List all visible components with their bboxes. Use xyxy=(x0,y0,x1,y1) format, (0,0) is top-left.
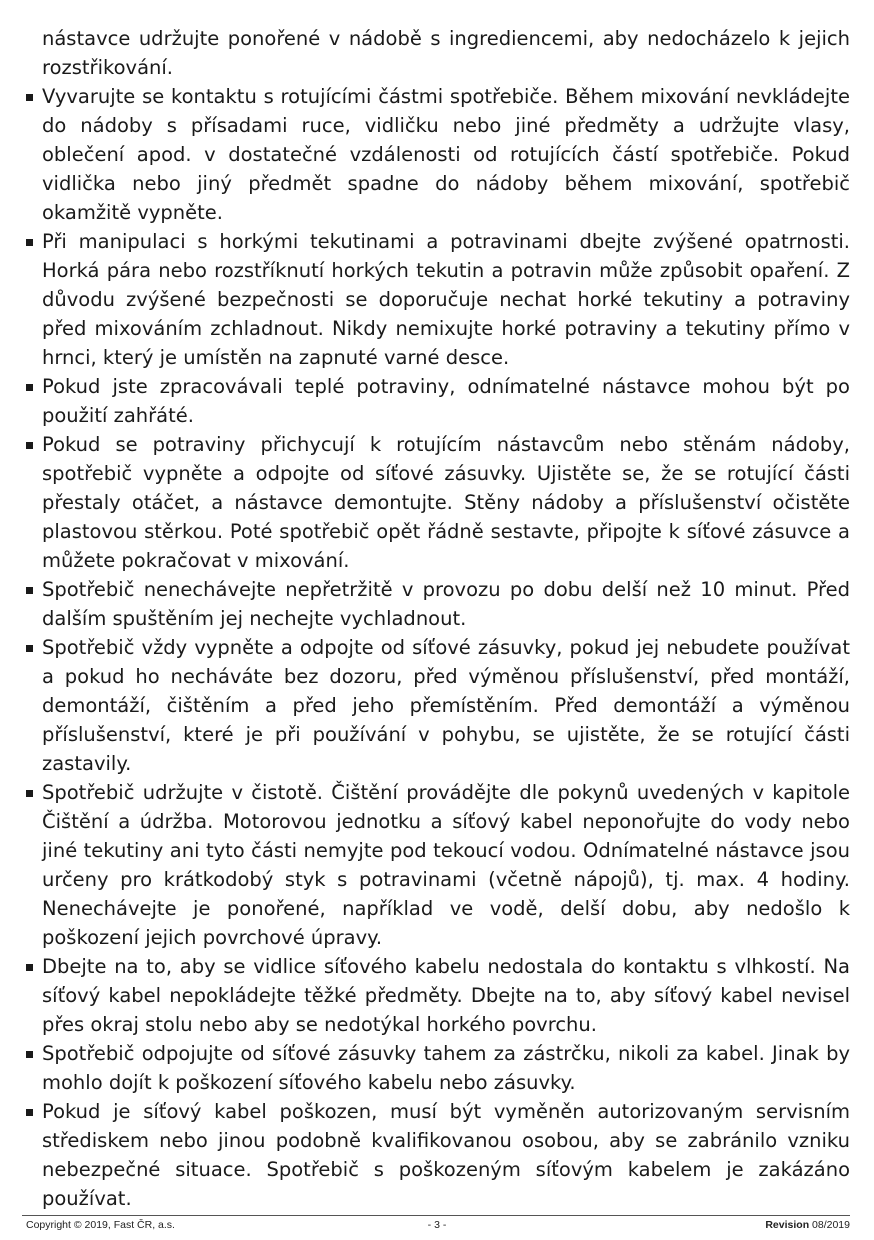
revision-label: Revision xyxy=(765,1219,810,1231)
square-bullet-icon xyxy=(26,1109,33,1116)
document-body xyxy=(22,24,850,1213)
bullet-item xyxy=(22,1039,850,1097)
bullet-text: Vyvarujte se kontaktu s rotujícími částmi spotřebiče. Během mixování nevkládejte do nádoby s přísadami ruce, vidličku nebo jiné předměty a udržujte vlasy, oblečení apod. v dostatečné vzdálenosti od rotujících částí spotřebiče. Pokud vidlička nebo jiný předmět spadne do nádoby během mixování, spotřebič okamžitě vypněte. xyxy=(42,85,850,224)
square-bullet-icon xyxy=(26,239,33,246)
safety-bullet-list xyxy=(22,82,850,1213)
footer-page-number: - 3 - xyxy=(427,1219,447,1231)
revision-date: 08/2019 xyxy=(812,1219,850,1231)
square-bullet-icon xyxy=(26,587,33,594)
page-footer xyxy=(24,1219,850,1235)
square-bullet-icon xyxy=(26,94,33,101)
square-bullet-icon xyxy=(26,790,33,797)
bullet-item xyxy=(22,952,850,1039)
bullet-item xyxy=(22,1097,850,1213)
bullet-text: Spotřebič odpojujte od síťové zásuvky tahem za zástrčku, nikoli za kabel. Jinak by mohlo dojít k poškození síťového kabelu nebo zásuvky. xyxy=(42,1042,850,1094)
footer-copyright: Copyright © 2019, Fast ČR, a.s. xyxy=(26,1219,175,1231)
bullet-text: Dbejte na to, aby se vidlice síťového kabelu nedostala do kontaktu s vlhkostí. Na síťový kabel nepokládejte těžké předměty. Dbejte na to, aby síťový kabel nevisel přes okraj stolu nebo aby se nedotýkal horkého povrchu. xyxy=(42,955,850,1036)
square-bullet-icon xyxy=(26,384,33,391)
bullet-item xyxy=(22,778,850,952)
bullet-item xyxy=(22,430,850,575)
bullet-item xyxy=(22,82,850,227)
bullet-item xyxy=(22,227,850,372)
bullet-text: Pokud je síťový kabel poškozen, musí být vyměněn autorizovaným servisním střediskem nebo jinou podobně kvalifikovanou osobou, aby se zabránilo vzniku nebezpečné situace. Spotřebič s poškozeným síťovým kabelem je zakázáno používat. xyxy=(42,1100,850,1210)
continuation-paragraph: nástavce udržujte ponořené v nádobě s ingrediencemi, aby nedocházelo k jejich rozstřikování. xyxy=(42,27,850,79)
square-bullet-icon xyxy=(26,1051,33,1058)
bullet-item xyxy=(22,575,850,633)
bullet-text: Při manipulaci s horkými tekutinami a potravinami dbejte zvýšené opatrnosti. Horká pára nebo rozstříknutí horkých tekutin a potravin může způsobit opaření. Z důvodu zvýšené bezpečnosti se doporučuje nechat horké tekutiny a potraviny před mixováním zchladnout. Nikdy nemixujte horké potraviny a tekutiny přímo v hrnci, který je umístěn na zapnuté varné desce. xyxy=(42,230,850,369)
square-bullet-icon xyxy=(26,964,33,971)
footer-revision xyxy=(765,1219,850,1231)
footer-divider xyxy=(22,1215,850,1216)
bullet-item xyxy=(22,633,850,778)
bullet-item xyxy=(22,372,850,430)
bullet-text: Pokud jste zpracovávali teplé potraviny, odnímatelné nástavce mohou být po použití zahřáté. xyxy=(42,375,850,427)
bullet-text: Spotřebič vždy vypněte a odpojte od síťové zásuvky, pokud jej nebudete používat a pokud ho necháváte bez dozoru, před výměnou příslušenství, před montáží, demontáží, čištěním a před jeho přemístěním. Před demontáží a výměnou příslušenství, které je při používání v pohybu, se ujistěte, že se rotující části zastavily. xyxy=(42,636,850,775)
square-bullet-icon xyxy=(26,442,33,449)
bullet-text: Pokud se potraviny přichycují k rotujícím nástavcům nebo stěnám nádoby, spotřebič vypněte a odpojte od síťové zásuvky. Ujistěte se, že se rotující části přestaly otáčet, a nástavce demontujte. Stěny nádoby a příslušenství očistěte plastovou stěrkou. Poté spotřebič opět řádně sestavte, připojte k síťové zásuvce a můžete pokračovat v mixování. xyxy=(42,433,850,572)
bullet-text: Spotřebič udržujte v čistotě. Čištění provádějte dle pokynů uvedených v kapitole Čištění a údržba. Motorovou jednotku a síťový kabel neponořujte do vody nebo jiné tekutiny ani tyto části nemyjte pod tekoucí vodou. Odnímatelné nástavce jsou určeny pro krátkodobý styk s potravinami (včetně nápojů), tj. max. 4 hodiny. Nenechávejte je ponořené, například ve vodě, delší dobu, aby nedošlo k poškození jejich povrchové úpravy. xyxy=(42,781,850,949)
bullet-text: Spotřebič nenechávejte nepřetržitě v provozu po dobu delší než 10 minut. Před dalším spuštěním jej nechejte vychladnout. xyxy=(42,578,850,630)
square-bullet-icon xyxy=(26,645,33,652)
